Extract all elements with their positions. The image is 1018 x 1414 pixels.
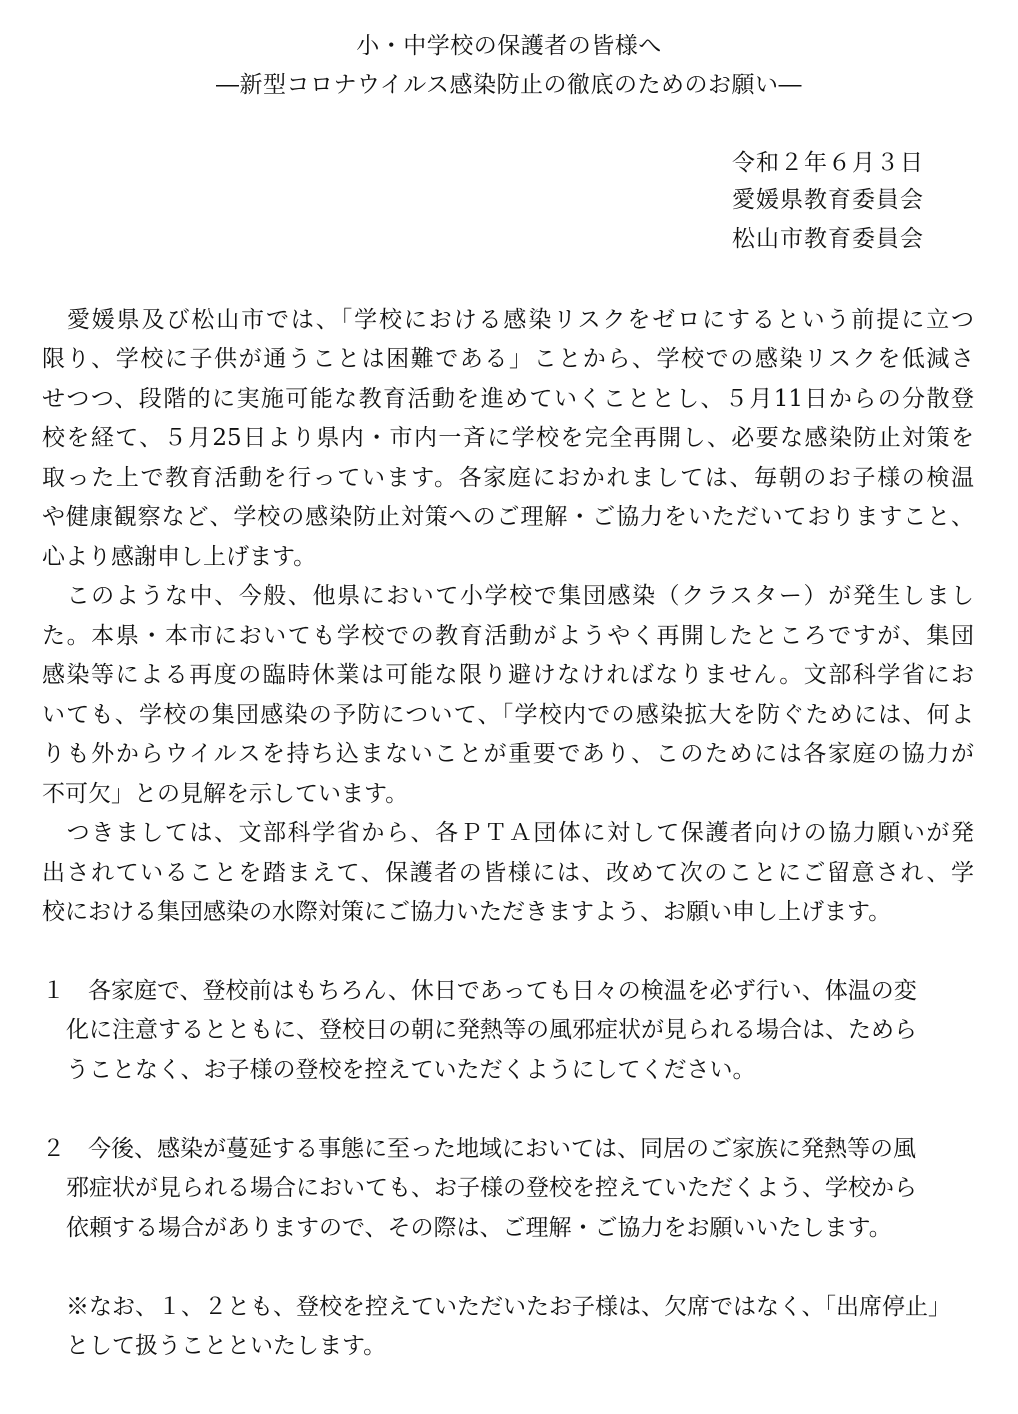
body-line: 心より感謝申し上げます。 [42,544,317,570]
issuer-matsuyama-board: 松山市教育委員会 [732,226,924,252]
body-line: りも外からウイルスを持ち込まないことが重要であり、このためには各家庭の協力が [42,741,974,767]
body-line: 愛媛県及び松山市では、「学校における感染リスクをゼロにするという前提に立つ [42,307,974,333]
body-line: 取った上で教育活動を行っています。各家庭におかれましては、毎朝のお子様の検温 [42,465,974,491]
body-line: つきましては、文部科学省から、各ＰＴＡ団体に対して保護者向けの協力願いが発 [42,820,974,846]
body-line: 感染等による再度の臨時休業は可能な限り避けなければなりません。文部科学省にお [42,662,974,688]
request-item-line: ２ 今後、感染が蔓延する事態に至った地域においては、同居のご家族に発熱等の風 [42,1136,916,1162]
body-line: せつつ、段階的に実施可能な教育活動を進めていくこととし、５月11日からの分散登 [42,386,974,412]
document-title: 小・中学校の保護者の皆様へ [356,33,662,59]
body-line: た。本県・本市においても学校での教育活動がようやく再開したところですが、集団 [42,623,974,649]
request-item-line: うことなく、お子様の登校を控えていただくようにしてください。 [66,1057,756,1083]
issuer-ehime-board: 愛媛県教育委員会 [732,187,924,213]
body-line: 校を経て、５月25日より県内・市内一斉に学校を完全再開し、必要な感染防止対策を [42,425,974,451]
request-item-line: 邪症状が見られる場合においても、お子様の登校を控えていただくよう、学校から [66,1175,917,1201]
request-item-line: １ 各家庭で、登校前はもちろん、休日であっても日々の検温を必ず行い、体温の変 [42,978,917,1004]
note-line: として扱うことといたします。 [66,1333,387,1359]
body-line: 不可欠」との見解を示しています。 [42,781,409,807]
body-line: いても、学校の集団感染の予防について、「学校内での感染拡大を防ぐためには、何よ [42,702,974,728]
request-item-line: 依頼する場合がありますので、その際は、ご理解・ご協力をお願いいたします。 [66,1215,892,1241]
issue-date: 令和２年６月３日 [732,150,924,176]
body-line: 限り、学校に子供が通うことは困難である」ことから、学校での感染リスクを低減さ [42,346,974,372]
body-line: このような中、今般、他県において小学校で集団感染（クラスター）が発生しまし [42,583,974,609]
document-subtitle: ―新型コロナウイルス感染防止の徹底のためのお願い― [215,72,803,98]
note-line: ※なお、１、２とも、登校を控えていただいたお子様は、欠席ではなく、「出席停止」 [66,1294,952,1320]
request-item-line: 化に注意するとともに、登校日の朝に発熱等の風邪症状が見られる場合は、ためら [66,1017,917,1043]
body-line: 出されていることを踏まえて、保護者の皆様には、改めて次のことにご留意され、学 [42,860,974,886]
body-line: 校における集団感染の水際対策にご協力いただきますよう、お願い申し上げます。 [42,899,892,925]
body-line: や健康観察など、学校の感染防止対策へのご理解・ご協力をいただいておりますこと、 [42,504,974,530]
